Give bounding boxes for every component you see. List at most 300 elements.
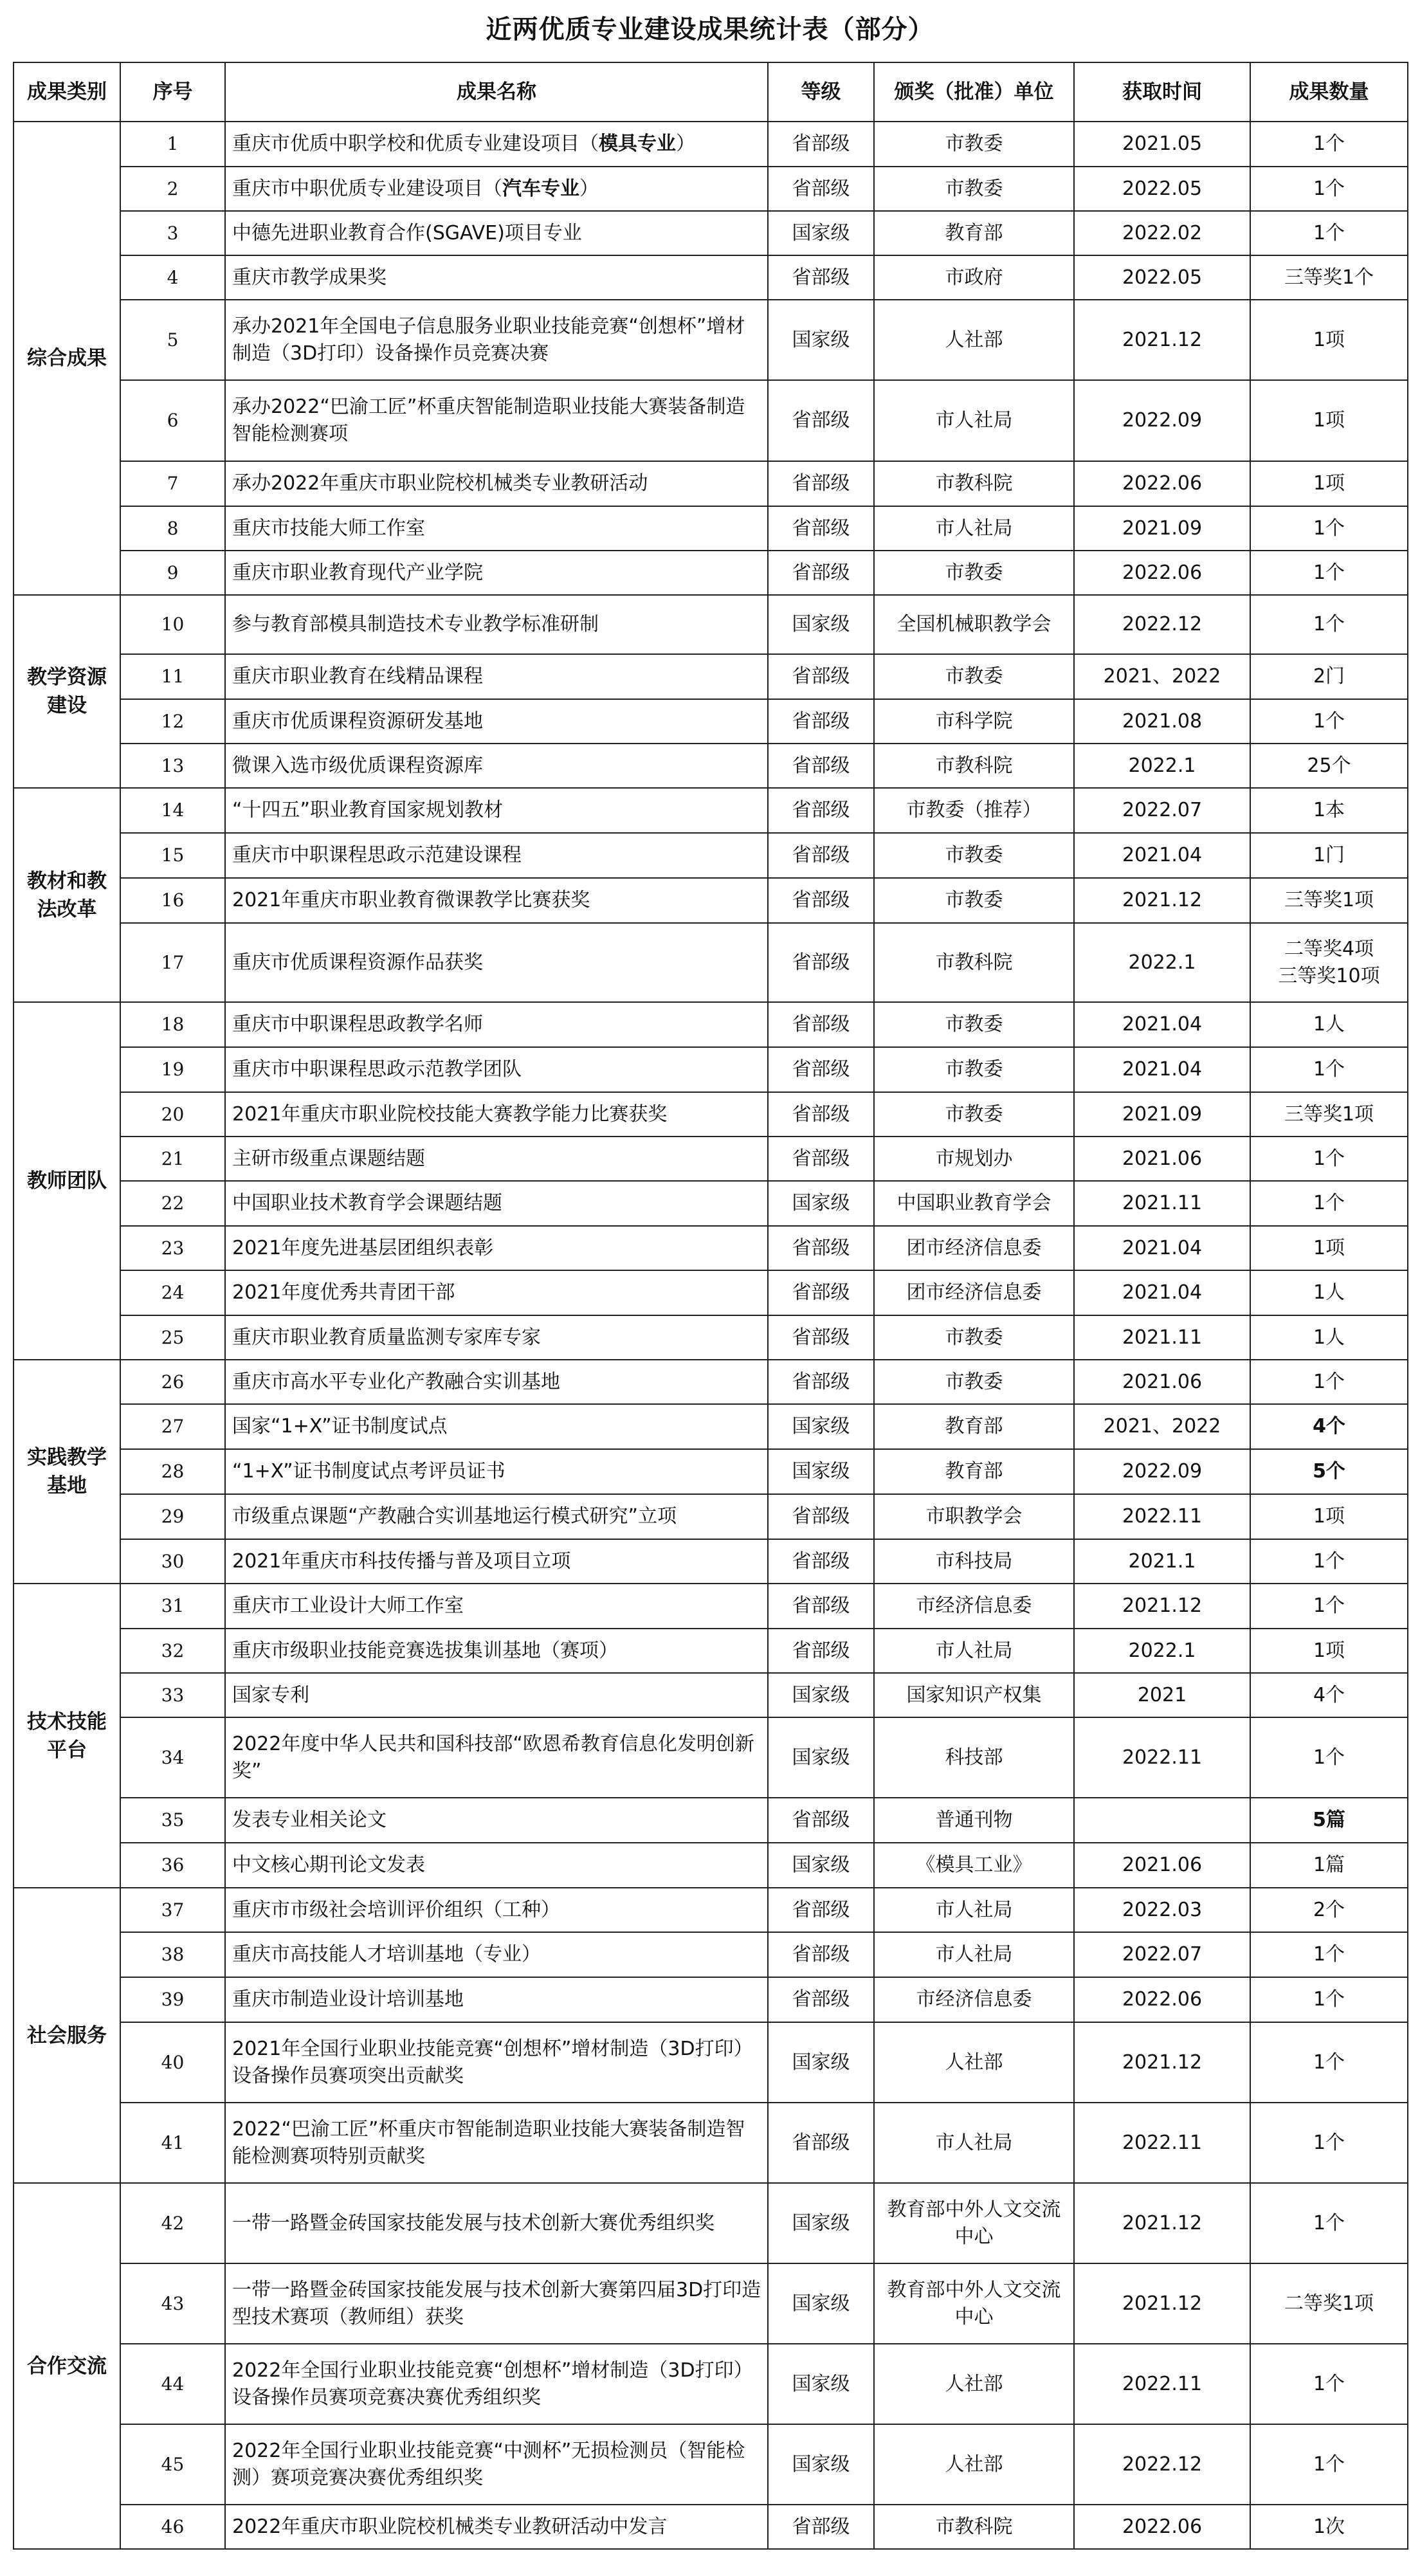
quantity-text: 1篇 <box>1313 1854 1345 1876</box>
unit-cell: 教育部 <box>874 211 1074 255</box>
quantity-cell <box>1250 1002 1408 1047</box>
category-label-line1: 教材和教 <box>27 869 107 893</box>
level-cell: 国家级 <box>768 1404 874 1449</box>
time-cell: 2022.09 <box>1074 380 1250 461</box>
time-cell: 2022.11 <box>1074 2344 1250 2424</box>
table-row <box>14 1092 1408 1137</box>
unit-cell: 市经济信息委 <box>874 1977 1074 2022</box>
time-cell: 2022.06 <box>1074 551 1250 595</box>
achievement-name <box>225 744 768 788</box>
quantity-text: 2个 <box>1313 1898 1345 1921</box>
quantity-text: 1个 <box>1313 2131 1345 2154</box>
row-number: 13 <box>120 744 225 788</box>
achievement-name <box>225 2505 768 2549</box>
quantity-cell <box>1250 1673 1408 1717</box>
category-cell: 合作交流 <box>14 2183 120 2549</box>
category-label-line2: 基地 <box>47 1474 87 1497</box>
level-cell: 省部级 <box>768 699 874 744</box>
achievement-name-text: 一带一路暨金砖国家技能发展与技术创新大赛优秀组织奖 <box>232 2211 715 2234</box>
achievement-name-text: 重庆市职业教育质量监测专家库专家 <box>232 1326 541 1349</box>
table-row <box>14 1002 1408 1047</box>
quantity-cell <box>1250 167 1408 211</box>
achievement-name-tail: ） <box>676 132 695 155</box>
unit-cell: 市教委 <box>874 122 1074 167</box>
category-label-line2: 建设 <box>47 694 87 717</box>
achievement-name-text: 承办2022“巴渝工匠”杯重庆智能制造职业技能大赛装备制造智能检测赛项 <box>232 396 745 445</box>
quantity-text: 1门 <box>1313 844 1345 866</box>
quantity-cell <box>1250 699 1408 744</box>
achievement-name-text: 重庆市优质中职学校和优质专业建设项目（ <box>232 132 599 155</box>
level-cell: 省部级 <box>768 1315 874 1360</box>
achievement-name <box>225 1047 768 1092</box>
achievement-name <box>225 833 768 878</box>
time-cell: 2021.04 <box>1074 1226 1250 1270</box>
achievement-name <box>225 1270 768 1315</box>
header-category: 成果类别 <box>14 62 120 122</box>
time-cell: 2021.04 <box>1074 1047 1250 1092</box>
time-cell: 2021、2022 <box>1074 1404 1250 1449</box>
unit-cell: 市教委 <box>874 1002 1074 1047</box>
category-label-line2: 法改革 <box>37 897 97 921</box>
quantity-cell <box>1250 461 1408 506</box>
quantity-text: 1个 <box>1313 1147 1345 1170</box>
time-cell: 2021.12 <box>1074 1584 1250 1629</box>
table-row <box>14 1888 1408 1932</box>
table-body <box>14 122 1408 2549</box>
quantity-cell <box>1250 1888 1408 1932</box>
row-number: 16 <box>120 878 225 923</box>
unit-cell: 全国机械职教学会 <box>874 595 1074 654</box>
time-cell: 2021 <box>1074 1673 1250 1717</box>
quantity-cell <box>1250 211 1408 255</box>
row-number: 44 <box>120 2344 225 2424</box>
quantity-text: 1人 <box>1313 1013 1345 1036</box>
row-number: 12 <box>120 699 225 744</box>
quantity-text: 1个 <box>1313 2051 1345 2074</box>
achievement-name-tail: ） <box>579 177 599 200</box>
achievement-name-text: 中国职业技术教育学会课题结题 <box>232 1192 502 1214</box>
unit-cell: 市人社局 <box>874 380 1074 461</box>
quantity-cell <box>1250 1539 1408 1584</box>
achievement-name <box>225 1584 768 1629</box>
quantity-cell <box>1250 744 1408 788</box>
table-row <box>14 1181 1408 1226</box>
achievement-name <box>225 1449 768 1494</box>
quantity-text: 1个 <box>1313 2211 1345 2234</box>
achievement-name-text: 中德先进职业教育合作(SGAVE)项目专业 <box>232 221 582 244</box>
achievement-name <box>225 923 768 1002</box>
achievement-name-text: 2021年度优秀共青团干部 <box>232 1281 455 1304</box>
achievement-name <box>225 1360 768 1404</box>
table-row <box>14 699 1408 744</box>
category-label-line1: 教学资源 <box>27 666 107 689</box>
achievement-name-text: “1+X”证书制度试点考评员证书 <box>232 1460 505 1483</box>
header-row <box>14 62 1408 122</box>
quantity-cell <box>1250 1270 1408 1315</box>
achievement-name <box>225 595 768 654</box>
achievement-name-text: 承办2021年全国电子信息服务业职业技能竞赛“创想杯”增材制造（3D打印）设备操作员竞赛决赛 <box>232 315 745 365</box>
achievement-name <box>225 1404 768 1449</box>
quantity-text: 1个 <box>1313 221 1345 244</box>
time-cell: 2022.1 <box>1074 744 1250 788</box>
quantity-text: 1次 <box>1313 2515 1345 2538</box>
achievement-name-text: 2021年重庆市职业教育微课教学比赛获奖 <box>232 889 590 911</box>
achievement-name <box>225 255 768 300</box>
level-cell: 国家级 <box>768 2183 874 2263</box>
achievement-name <box>225 122 768 167</box>
table-row <box>14 1360 1408 1404</box>
achievement-name <box>225 167 768 211</box>
level-cell: 省部级 <box>768 788 874 833</box>
quantity-cell <box>1250 255 1408 300</box>
achievement-name <box>225 551 768 595</box>
row-number: 21 <box>120 1137 225 1181</box>
quantity-text: 二等奖1项 <box>1284 2292 1374 2315</box>
level-cell: 省部级 <box>768 2505 874 2549</box>
category-cell <box>14 788 120 1002</box>
time-cell: 2021.12 <box>1074 2263 1250 2344</box>
achievement-name-text: “十四五”职业教育国家规划教材 <box>232 799 504 821</box>
achievement-name <box>225 1843 768 1888</box>
level-cell: 省部级 <box>768 255 874 300</box>
level-cell: 国家级 <box>768 1181 874 1226</box>
achievement-name <box>225 1002 768 1047</box>
quantity-text: 1个 <box>1313 2453 1345 2476</box>
quantity-cell <box>1250 1977 1408 2022</box>
quantity-text: 1本 <box>1313 799 1345 821</box>
achievement-name-text: 中文核心期刊论文发表 <box>232 1854 425 1876</box>
quantity-text: 1项 <box>1313 472 1345 495</box>
unit-cell: 教育部中外人文交流中心 <box>874 2183 1074 2263</box>
unit-cell: 人社部 <box>874 2344 1074 2424</box>
achievement-name-text: 重庆市工业设计大师工作室 <box>232 1594 464 1617</box>
achievement-name <box>225 2424 768 2505</box>
table-row <box>14 2183 1408 2263</box>
row-number: 9 <box>120 551 225 595</box>
achievement-name-text: 重庆市优质课程资源作品获奖 <box>232 951 483 974</box>
quantity-cell <box>1250 2263 1408 2344</box>
quantity-cell <box>1250 923 1408 1002</box>
unit-cell: 市教委 <box>874 1360 1074 1404</box>
quantity-cell <box>1250 2022 1408 2103</box>
achievement-name <box>225 300 768 380</box>
time-cell: 2021.06 <box>1074 1843 1250 1888</box>
quantity-cell <box>1250 833 1408 878</box>
category-label-line2: 平台 <box>47 1738 87 1762</box>
time-cell: 2021.11 <box>1074 1181 1250 1226</box>
quantity-cell <box>1250 788 1408 833</box>
quantity-cell <box>1250 1047 1408 1092</box>
quantity-cell <box>1250 1629 1408 1673</box>
level-cell: 省部级 <box>768 1629 874 1673</box>
achievement-name-text: 2021年全国行业职业技能竞赛“创想杯”增材制造（3D打印）设备操作员赛项突出贡献奖 <box>232 2037 753 2087</box>
achievements-table <box>13 62 1408 2550</box>
quantity-cell <box>1250 2505 1408 2549</box>
quantity-text: 1个 <box>1313 709 1345 733</box>
time-cell: 2022.03 <box>1074 1888 1250 1932</box>
achievement-name <box>225 461 768 506</box>
achievement-name-text: 重庆市级职业技能竞赛选拔集训基地（赛项） <box>232 1639 618 1662</box>
row-number: 8 <box>120 506 225 551</box>
row-number: 35 <box>120 1798 225 1843</box>
quantity-text: 2门 <box>1313 665 1345 688</box>
level-cell: 国家级 <box>768 2344 874 2424</box>
level-cell: 国家级 <box>768 211 874 255</box>
achievement-name-text: 承办2022年重庆市职业院校机械类专业教研活动 <box>232 472 648 495</box>
table-row <box>14 1137 1408 1181</box>
unit-cell: 市人社局 <box>874 1888 1074 1932</box>
unit-cell: 教育部 <box>874 1449 1074 1494</box>
row-number: 31 <box>120 1584 225 1629</box>
time-cell: 2022.07 <box>1074 1932 1250 1977</box>
quantity-text: 4个 <box>1313 1415 1345 1438</box>
unit-cell: 市人社局 <box>874 2103 1074 2183</box>
achievement-name <box>225 2263 768 2344</box>
table-row <box>14 380 1408 461</box>
achievement-name <box>225 2022 768 2103</box>
achievement-name-text: 微课入选市级优质课程资源库 <box>232 754 483 777</box>
time-cell: 2022.09 <box>1074 1449 1250 1494</box>
level-cell: 国家级 <box>768 2263 874 2344</box>
level-cell: 省部级 <box>768 1584 874 1629</box>
level-cell: 省部级 <box>768 1888 874 1932</box>
achievement-name <box>225 1932 768 1977</box>
time-cell: 2022.11 <box>1074 2103 1250 2183</box>
quantity-cell <box>1250 1226 1408 1270</box>
quantity-text: 25个 <box>1307 754 1351 777</box>
achievement-name-text: 重庆市中职课程思政示范建设课程 <box>232 844 522 866</box>
table-row <box>14 1717 1408 1798</box>
table-row <box>14 2505 1408 2549</box>
unit-cell: 市规划办 <box>874 1137 1074 1181</box>
row-number: 32 <box>120 1629 225 1673</box>
table-row <box>14 2022 1408 2103</box>
row-number: 30 <box>120 1539 225 1584</box>
unit-cell: 市教委（推荐） <box>874 788 1074 833</box>
table-row <box>14 2424 1408 2505</box>
quantity-text: 1个 <box>1313 2372 1345 2395</box>
quantity-text: 1个 <box>1313 1058 1345 1081</box>
row-number: 29 <box>120 1494 225 1539</box>
time-cell: 2021、2022 <box>1074 654 1250 699</box>
unit-cell: 市科学院 <box>874 699 1074 744</box>
achievement-name <box>225 654 768 699</box>
level-cell: 省部级 <box>768 1002 874 1047</box>
table-row <box>14 1539 1408 1584</box>
time-cell: 2021.1 <box>1074 1539 1250 1584</box>
time-cell: 2022.02 <box>1074 211 1250 255</box>
time-cell: 2021.05 <box>1074 122 1250 167</box>
unit-cell: 市教科院 <box>874 923 1074 1002</box>
header-time: 获取时间 <box>1074 62 1250 122</box>
table-row <box>14 300 1408 380</box>
table-row <box>14 255 1408 300</box>
unit-cell: 市教科院 <box>874 744 1074 788</box>
unit-cell: 团市经济信息委 <box>874 1270 1074 1315</box>
quantity-text: 5个 <box>1313 1460 1345 1483</box>
time-cell: 2022.12 <box>1074 2424 1250 2505</box>
row-number: 25 <box>120 1315 225 1360</box>
level-cell: 国家级 <box>768 1843 874 1888</box>
quantity-cell <box>1250 1404 1408 1449</box>
time-cell: 2021.12 <box>1074 2183 1250 2263</box>
achievement-name <box>225 1092 768 1137</box>
time-cell: 2021.09 <box>1074 506 1250 551</box>
table-row <box>14 2344 1408 2424</box>
table-row <box>14 1315 1408 1360</box>
achievement-name-text: 2022年重庆市职业院校机械类专业教研活动中发言 <box>232 2515 668 2538</box>
quantity-cell <box>1250 1717 1408 1798</box>
unit-cell: 市人社局 <box>874 1629 1074 1673</box>
quantity-cell <box>1250 2103 1408 2183</box>
time-cell: 2021.11 <box>1074 1315 1250 1360</box>
quantity-cell <box>1250 506 1408 551</box>
row-number: 38 <box>120 1932 225 1977</box>
time-cell: 2022.07 <box>1074 788 1250 833</box>
achievement-name <box>225 1888 768 1932</box>
table-row <box>14 1932 1408 1977</box>
quantity-text: 三等奖1项 <box>1284 1102 1374 1126</box>
achievement-name-text: 2021年度先进基层团组织表彰 <box>232 1236 494 1259</box>
category-cell <box>14 1360 120 1584</box>
achievement-name <box>225 2183 768 2263</box>
time-cell: 2021.06 <box>1074 1360 1250 1404</box>
time-cell: 2022.06 <box>1074 1977 1250 2022</box>
quantity-text: 1项 <box>1313 1639 1345 1662</box>
row-number: 24 <box>120 1270 225 1315</box>
quantity-text: 1个 <box>1313 516 1345 540</box>
quantity-text: 1个 <box>1313 1988 1345 2011</box>
unit-cell: 市教委 <box>874 1315 1074 1360</box>
unit-cell: 市教科院 <box>874 2505 1074 2549</box>
time-cell: 2022.05 <box>1074 255 1250 300</box>
achievement-name-text: 一带一路暨金砖国家技能发展与技术创新大赛第四届3D打印造型技术赛项（教师组）获奖 <box>232 2278 761 2328</box>
category-cell <box>14 1584 120 1888</box>
table-row <box>14 2103 1408 2183</box>
row-number: 36 <box>120 1843 225 1888</box>
level-cell: 省部级 <box>768 923 874 1002</box>
category-cell <box>14 595 120 788</box>
achievement-name-text: 重庆市职业教育现代产业学院 <box>232 561 483 584</box>
level-cell: 省部级 <box>768 878 874 923</box>
achievement-name-text: 重庆市高技能人才培训基地（专业） <box>232 1943 541 1966</box>
achievement-name <box>225 878 768 923</box>
level-cell: 省部级 <box>768 506 874 551</box>
unit-cell: 人社部 <box>874 2022 1074 2103</box>
table-row <box>14 1494 1408 1539</box>
quantity-cell <box>1250 2344 1408 2424</box>
level-cell: 省部级 <box>768 167 874 211</box>
quantity-cell <box>1250 551 1408 595</box>
level-cell: 省部级 <box>768 744 874 788</box>
time-cell <box>1074 1798 1250 1843</box>
quantity-text: 1人 <box>1313 1281 1345 1304</box>
table-row <box>14 461 1408 506</box>
category-cell: 教师团队 <box>14 1002 120 1360</box>
unit-cell: 教育部中外人文交流中心 <box>874 2263 1074 2344</box>
row-number: 45 <box>120 2424 225 2505</box>
unit-cell: 中国职业教育学会 <box>874 1181 1074 1226</box>
achievement-name <box>225 1798 768 1843</box>
level-cell: 省部级 <box>768 1047 874 1092</box>
quantity-cell <box>1250 122 1408 167</box>
time-cell: 2022.1 <box>1074 923 1250 1002</box>
unit-cell: 市教科院 <box>874 461 1074 506</box>
achievement-name-text: 2022年度中华人民共和国科技部“欧恩希教育信息化发明创新奖” <box>232 1732 754 1782</box>
achievement-name-text: 重庆市优质课程资源研发基地 <box>232 709 483 733</box>
achievement-name-text: 重庆市中职课程思政示范教学团队 <box>232 1058 522 1081</box>
table-row <box>14 211 1408 255</box>
quantity-text: 5篇 <box>1313 1809 1345 1831</box>
achievement-name <box>225 2344 768 2424</box>
table-row <box>14 1798 1408 1843</box>
quantity-text: 三等奖1个 <box>1284 266 1374 289</box>
level-cell: 省部级 <box>768 551 874 595</box>
achievement-name <box>225 1226 768 1270</box>
row-number: 11 <box>120 654 225 699</box>
unit-cell: 市经济信息委 <box>874 1584 1074 1629</box>
quantity-cell <box>1250 1181 1408 1226</box>
row-number: 3 <box>120 211 225 255</box>
achievement-name <box>225 1539 768 1584</box>
quantity-text: 1个 <box>1313 1192 1345 1214</box>
row-number: 2 <box>120 167 225 211</box>
quantity-cell <box>1250 1092 1408 1137</box>
table-row <box>14 2263 1408 2344</box>
quantity-text: 二等奖4项 <box>1284 937 1374 960</box>
row-number: 40 <box>120 2022 225 2103</box>
achievement-name-text: 重庆市中职优质专业建设项目（ <box>232 177 502 200</box>
table-row <box>14 1629 1408 1673</box>
achievement-name-text: 重庆市技能大师工作室 <box>232 516 425 540</box>
unit-cell: 科技部 <box>874 1717 1074 1798</box>
quantity-cell <box>1250 1360 1408 1404</box>
achievement-name-text: 2022年全国行业职业技能竞赛“创想杯”增材制造（3D打印）设备操作员赛项竞赛决赛优秀组织奖 <box>232 2359 753 2409</box>
quantity-cell <box>1250 1798 1408 1843</box>
table-row <box>14 551 1408 595</box>
row-number: 46 <box>120 2505 225 2549</box>
quantity-text: 1项 <box>1313 409 1345 432</box>
table-row <box>14 1404 1408 1449</box>
quantity-cell <box>1250 1932 1408 1977</box>
unit-cell: 教育部 <box>874 1404 1074 1449</box>
unit-cell: 人社部 <box>874 2424 1074 2505</box>
time-cell: 2021.06 <box>1074 1137 1250 1181</box>
table-row <box>14 1673 1408 1717</box>
quantity-text: 1个 <box>1313 1594 1345 1617</box>
achievement-name <box>225 506 768 551</box>
quantity-cell <box>1250 380 1408 461</box>
unit-cell: 国家知识产权集 <box>874 1673 1074 1717</box>
level-cell: 省部级 <box>768 122 874 167</box>
row-number: 42 <box>120 2183 225 2263</box>
table-row <box>14 1584 1408 1629</box>
unit-cell: 市教委 <box>874 1092 1074 1137</box>
row-number: 4 <box>120 255 225 300</box>
quantity-text: 1个 <box>1313 1370 1345 1393</box>
time-cell: 2022.12 <box>1074 595 1250 654</box>
unit-cell: 市教委 <box>874 167 1074 211</box>
level-cell: 省部级 <box>768 1226 874 1270</box>
achievement-name-text: 2022“巴渝工匠”杯重庆市智能制造职业技能大赛装备制造智能检测赛项特别贡献奖 <box>232 2117 745 2168</box>
row-number: 20 <box>120 1092 225 1137</box>
row-number: 15 <box>120 833 225 878</box>
page-title: 近两优质专业建设成果统计表（部分） <box>486 15 934 44</box>
level-cell: 省部级 <box>768 1092 874 1137</box>
unit-cell: 团市经济信息委 <box>874 1226 1074 1270</box>
level-cell: 国家级 <box>768 1673 874 1717</box>
quantity-text: 1个 <box>1313 177 1345 200</box>
